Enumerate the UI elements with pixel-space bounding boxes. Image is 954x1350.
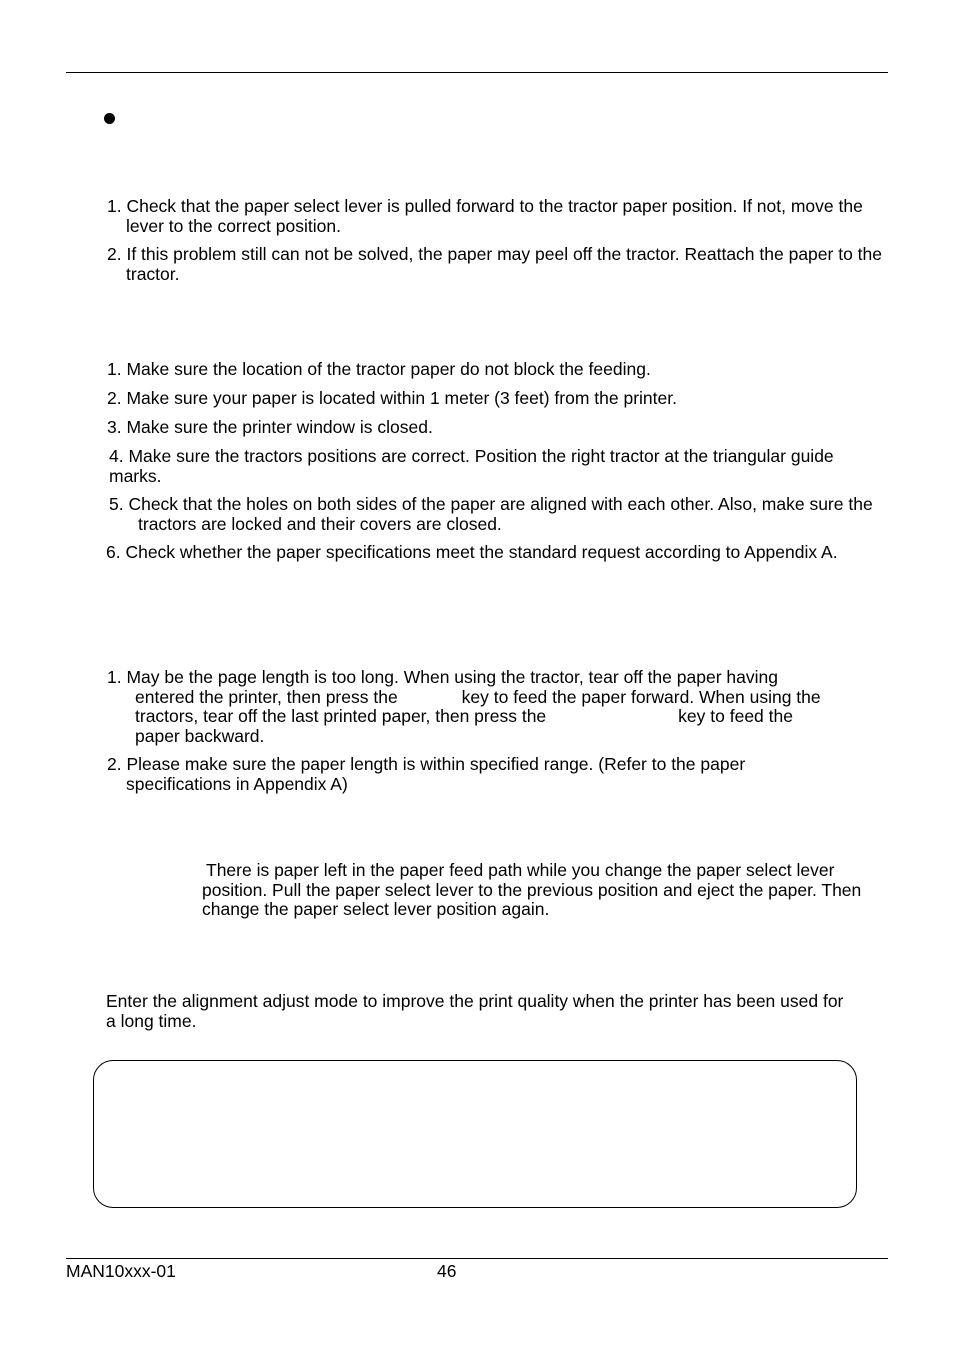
- text-segment: key to feed the: [678, 706, 793, 726]
- list-item: 3. Make sure the printer window is closed.: [107, 417, 433, 437]
- list-item: 1. Make sure the location of the tractor paper do not block the feeding.: [107, 359, 651, 379]
- page-number: 46: [437, 1261, 457, 1281]
- text-segment: key to feed the paper forward. When using the: [461, 686, 821, 707]
- list-item: 5. Check that the holes on both sides of the paper are aligned with each other. Also, make sure the tractors are locked and their covers are closed.: [109, 494, 873, 534]
- text-segment: tractors, tear off the last printed paper, then press the: [135, 706, 547, 726]
- list-item: 1. Check that the paper select lever is pulled forward to the tractor paper position. If not, move the lever to the correct position.: [107, 196, 863, 236]
- list-item: 2. Make sure your paper is located within 1 meter (3 feet) from the printer.: [107, 388, 677, 408]
- paragraph: Enter the alignment adjust mode to improve the print quality when the printer has been used for a long time.: [106, 991, 844, 1031]
- list-item: 6. Check whether the paper specifications meet the standard request according to Appendix A.: [106, 542, 838, 562]
- list-item: [107, 668, 897, 746]
- header-rule: [66, 72, 888, 73]
- bullet-icon: [104, 113, 115, 124]
- list-item-line: 1. May be the page length is too long. When using the tractor, tear off the paper having: [107, 667, 778, 687]
- list-item-line: [107, 707, 897, 727]
- note-box: [93, 1060, 857, 1208]
- text-segment: entered the printer, then press the: [135, 686, 398, 707]
- footer-doc-id: MAN10xxx-01: [66, 1261, 176, 1281]
- list-item: 2. Please make sure the paper length is within specified range. (Refer to the paper specifications in Appendix A): [107, 754, 746, 794]
- list-item-line: [107, 688, 897, 708]
- footer-rule: [66, 1258, 888, 1259]
- list-item: 2. If this problem still can not be solved, the paper may peel off the tractor. Reattach the paper to the tractor.: [107, 244, 882, 284]
- list-item: 4. Make sure the tractors positions are correct. Position the right tractor at the triangular guide marks.: [109, 446, 834, 486]
- list-item-line: paper backward.: [135, 725, 265, 746]
- paragraph: There is paper left in the paper feed path while you change the paper select lever position. Pull the paper select lever to the previous position and eject the paper. Then change the paper select lever position again.: [202, 860, 862, 919]
